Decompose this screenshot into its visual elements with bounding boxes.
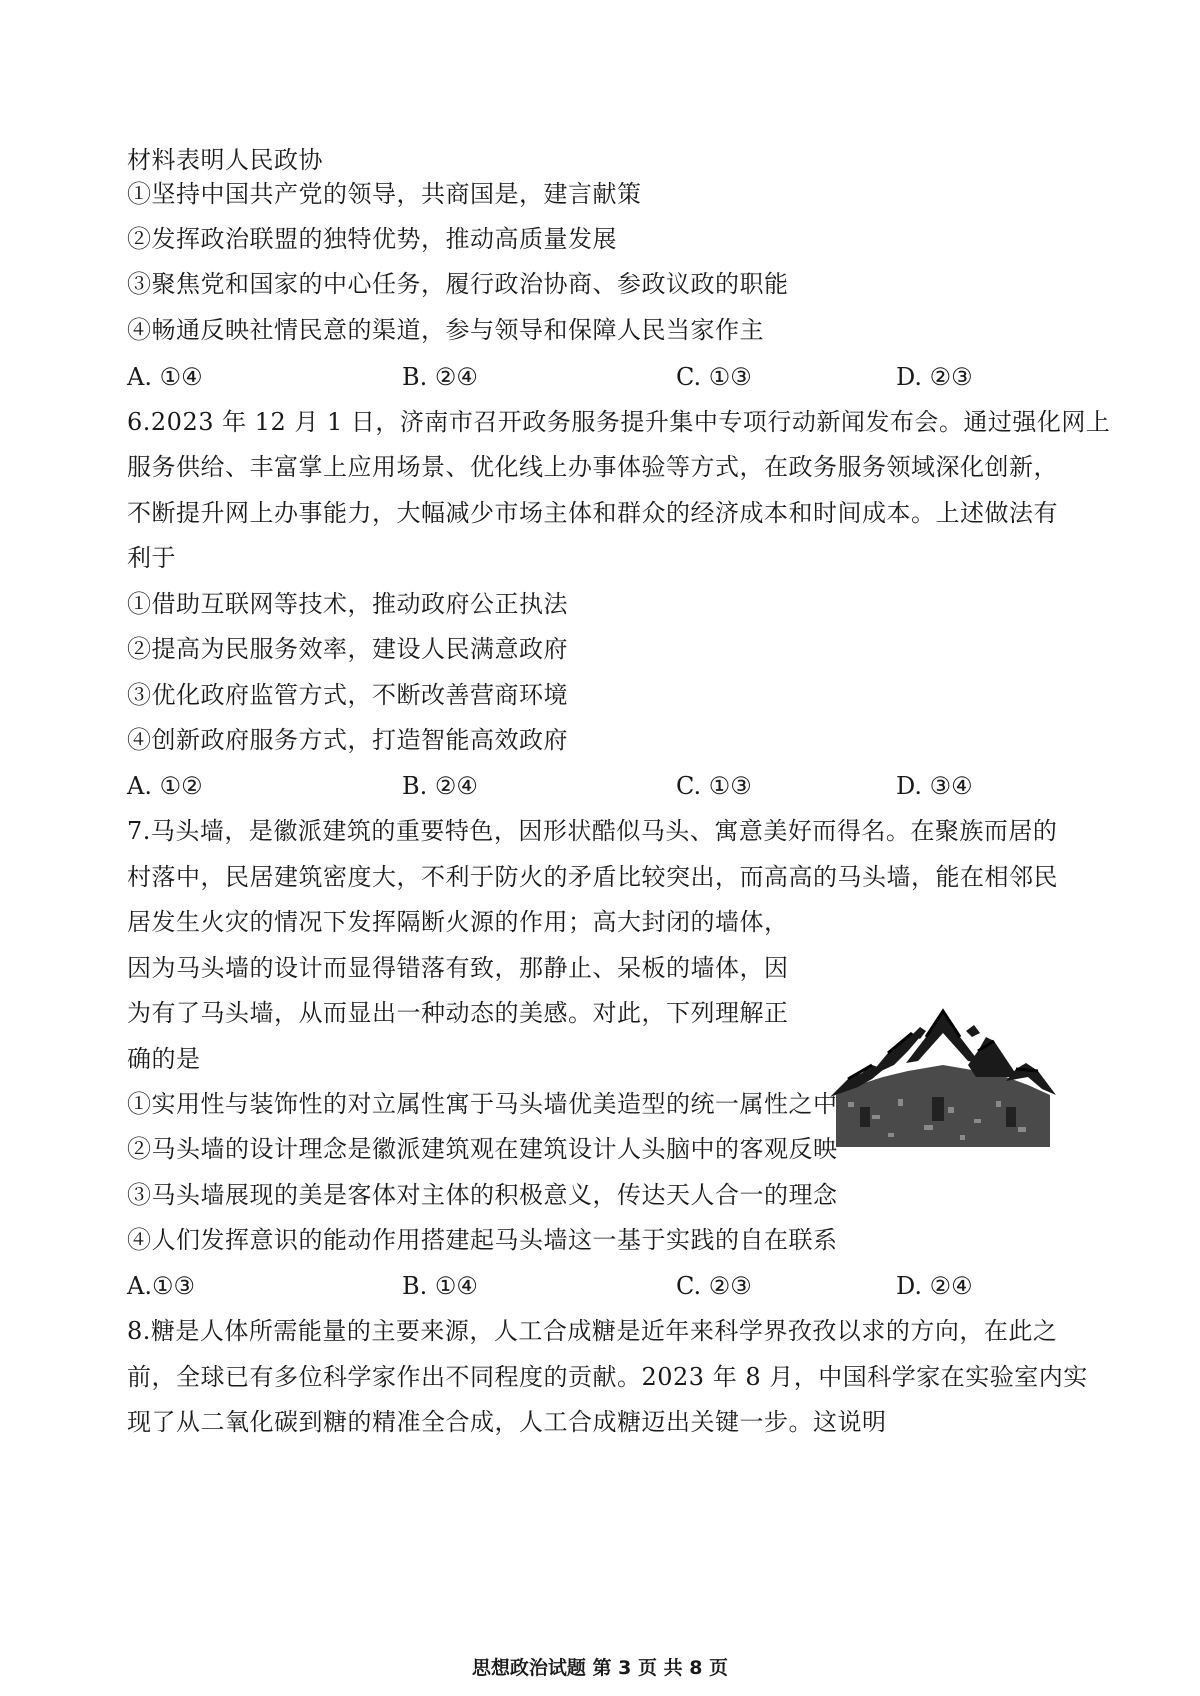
- q6-option-d: D. ③④: [896, 772, 973, 800]
- q6-line-4: 利于: [127, 544, 176, 572]
- q5-option-d: D. ②③: [896, 363, 973, 391]
- q6-item-2: ②提高为民服务效率，建设人民满意政府: [127, 635, 568, 663]
- q7-item-3: ③马头墙展现的美是客体对主体的积极意义，传达天人合一的理念: [127, 1181, 838, 1209]
- q7-line-2: 村落中，民居建筑密度大，不利于防火的矛盾比较突出，而高高的马头墙，能在相邻民: [127, 863, 1058, 891]
- horse-head-wall-image: [828, 1007, 1058, 1147]
- q5-option-b: B. ②④: [402, 363, 478, 391]
- page-footer: 思想政治试题 第 3 页 共 8 页: [471, 1657, 729, 1679]
- q7-line-1: 7.马头墙，是徽派建筑的重要特色，因形状酷似马头、寓意美好而得名。在聚族而居的: [127, 817, 1058, 845]
- q7-line-3: 居发生火灾的情况下发挥隔断火源的作用；高大封闭的墙体，: [127, 908, 789, 936]
- q7-option-d: D. ②④: [896, 1272, 973, 1300]
- q5-item-4: ④畅通反映社情民意的渠道，参与领导和保障人民当家作主: [127, 316, 764, 344]
- q6-item-1: ①借助互联网等技术，推动政府公正执法: [127, 590, 568, 618]
- q5-item-1: ①坚持中国共产党的领导，共商国是，建言献策: [127, 180, 642, 208]
- q8-line-2: 前，全球已有多位科学家作出不同程度的贡献。2023 年 8 月，中国科学家在实验室内实: [127, 1363, 1088, 1391]
- q8-line-3: 现了从二氧化碳到糖的精准全合成，人工合成糖迈出关键一步。这说明: [127, 1408, 887, 1436]
- q5-option-c: C. ①③: [676, 363, 752, 391]
- q7-item-4: ④人们发挥意识的能动作用搭建起马头墙这一基于实践的自在联系: [127, 1226, 838, 1254]
- q6-item-3: ③优化政府监管方式，不断改善营商环境: [127, 681, 568, 709]
- q6-line-1: 6.2023 年 12 月 1 日，济南市召开政务服务提升集中专项行动新闻发布会。通过强化网上: [127, 408, 1111, 436]
- q5-item-2: ②发挥政治联盟的独特优势，推动高质量发展: [127, 225, 617, 253]
- q7-option-c: C. ②③: [676, 1272, 752, 1300]
- q7-option-b: B. ①④: [402, 1272, 478, 1300]
- q7-line-5: 为有了马头墙，从而显出一种动态的美感。对此，下列理解正: [127, 999, 789, 1027]
- q6-line-3: 不断提升网上办事能力，大幅减少市场主体和群众的经济成本和时间成本。上述做法有: [127, 499, 1058, 527]
- q6-option-c: C. ①③: [676, 772, 752, 800]
- q7-option-a: A.①③: [127, 1272, 195, 1300]
- q7-item-2: ②马头墙的设计理念是徽派建筑观在建筑设计人头脑中的客观反映: [127, 1135, 838, 1163]
- q6-item-4: ④创新政府服务方式，打造智能高效政府: [127, 726, 568, 754]
- q6-line-2: 服务供给、丰富掌上应用场景、优化线上办事体验等方式，在政务服务领域深化创新，: [127, 453, 1058, 481]
- q5-item-3: ③聚焦党和国家的中心任务，履行政治协商、参政议政的职能: [127, 270, 789, 298]
- q7-item-1: ①实用性与装饰性的对立属性寓于马头墙优美造型的统一属性之中: [127, 1090, 838, 1118]
- q6-option-b: B. ②④: [402, 772, 478, 800]
- q6-option-a: A. ①②: [127, 772, 203, 800]
- q8-line-1: 8.糖是人体所需能量的主要来源，人工合成糖是近年来科学界孜孜以求的方向，在此之: [127, 1317, 1058, 1345]
- q5-option-a: A. ①④: [127, 363, 203, 391]
- q7-line-4: 因为马头墙的设计而显得错落有致，那静止、呆板的墙体，因: [127, 954, 789, 982]
- q7-line-6: 确的是: [127, 1045, 201, 1073]
- q5-stem: 材料表明人民政协: [127, 146, 323, 174]
